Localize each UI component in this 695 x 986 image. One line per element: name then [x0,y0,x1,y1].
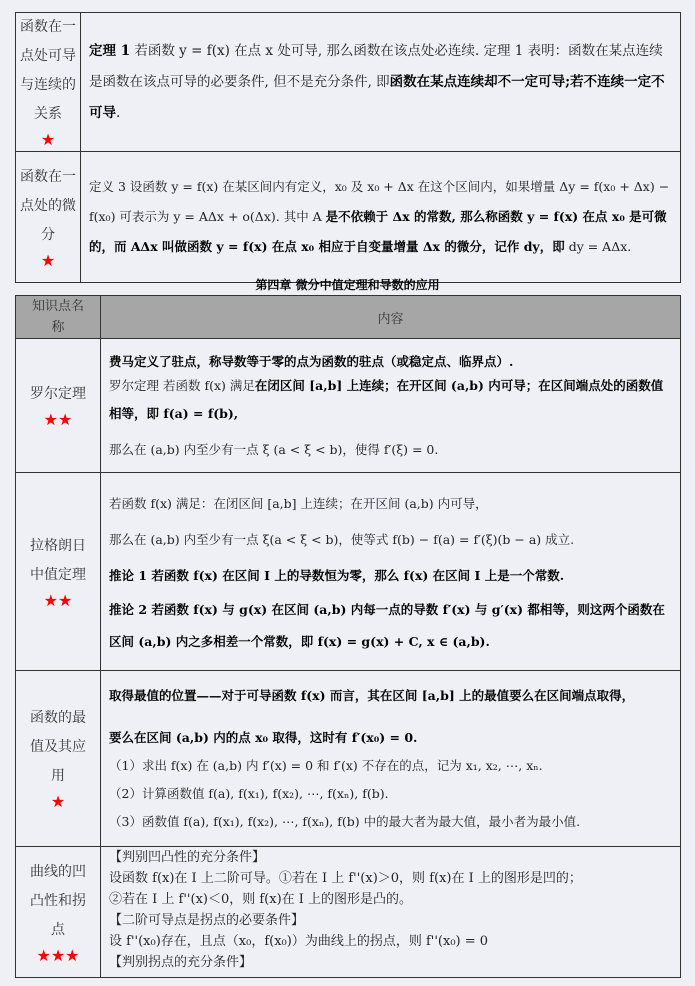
text: 费马定义了驻点，称导数等于零的点为函数的驻点（或稳定点、临界点）. [109,353,514,369]
text: 那么在 (a,b) 内至少有一点 ξ(a < ξ < b)，使等式 f(b) − f(a) = f′(ξ)(b − a) 成立. [109,531,575,547]
content-cell [101,339,681,473]
star-rating: ★★★ [36,945,80,965]
table-row [16,847,681,978]
text: 那么在 (a,b) 内至少有一点 ξ (a < ξ < b)，使得 f′(ξ) = 0. [109,441,439,457]
table-row [16,671,681,847]
text: 取得最值的位置——对于可导函数 f(x) 而言，其在区间 [a,b] 上的最值要么在区间端点取得， [109,687,635,703]
content-cell [101,473,681,671]
star-rating: ★★ [43,410,73,429]
corollary-1: 推论 1 若函数 f(x) 在区间 I 上的导数恒为零，那么 f(x) 在区间 I 上是一个常数. [109,567,565,583]
text: dy = AΔx. [568,239,632,254]
text: 要么在区间 (a,b) 内的点 x₀ 取得，这时有 f′(x₀) = 0. [109,729,418,745]
text: 设 f''(x₀)存在，且点（x₀，f(x₀)）为曲线上的拐点，则 f''(x₀) = 0 [109,934,489,949]
chapter-title: 第四章 微分中值定理和导数的应用 [255,278,440,292]
star-rating: ★ [40,250,56,270]
table-row [16,13,681,152]
row-name-cell [16,847,101,978]
star-rating: ★ [50,792,66,811]
row-name: 拉格朗日中值定理 [30,537,86,583]
text: 【二阶可导点是拐点的必要条件】 [109,913,305,928]
row-name: 曲线的凹凸性和拐点 [30,863,86,938]
table-top [15,12,681,283]
table-header [16,296,681,339]
text: 若函数 y = f(x) 在点 x 处可导, 那么函数在该点处必连续. 定理 1 表明：函数在某点连续是函数在该点可导的必要条件, 但不是充分条件, 即 [89,42,663,90]
header-content: 内容 [101,296,681,339]
text: （3）函数值 f(a), f(x₁), f(x₂), ⋯, f(xₙ), f(b) 中的最大者为最大值，最小者为最小值. [109,813,581,829]
text: 【判别拐点的充分条件】 [109,955,253,970]
bold-text: 在闭区间 [a,b] 上连续；在开区间 (a,b) 内可导；在区间端点处的函数值相等，即 f(a) = f(b), [109,377,664,421]
row-name-cell [16,339,101,473]
table-chapter4 [15,295,681,978]
bold-text: 函数在某点连续却不一定可导;若不连续一定不可导 [89,73,665,121]
content-cell [101,671,681,847]
text: . [116,104,121,121]
table-row [16,473,681,671]
text: ②若在 I 上 f''(x)＜0，则 f(x)在 I 上的图形是凸的。 [109,892,413,907]
text: 设函数 f(x)在 I 上二阶可导。①若在 I 上 f''(x)＞0，则 f(x)在 I 上的图形是凹的； [109,871,582,886]
text: 【判别凹凸性的充分条件】 [109,850,266,865]
row-name: 罗尔定理 [30,386,86,402]
row-name: 函数在一点处可导与连续的关系 [20,19,76,122]
row-name-cell [16,13,81,152]
table-row [16,339,681,473]
table-row [16,152,681,283]
text: 罗尔定理 若函数 f(x) 满足 [109,377,255,393]
row-name: 函数在一点处的微分 [20,168,76,243]
bold-text: 是不依赖于 Δx 的常数, 那么称函数 y = f(x) 在点 x₀ 是可微的，而 AΔx 叫做函数 y = f(x) 在点 x₀ 相应于自变量增量 Δx 的微分，记作 dy，即 [89,209,667,254]
content-cell [101,847,681,978]
text: 定义 3 设函数 y = f(x) 在某区间内有定义，x₀ 及 x₀ + Δx 在这个区间内，如果增量 Δy = f(x₀ + Δx) − f(x₀) 可表示为 y = AΔx + o(Δx). 其中 A [89,179,670,224]
theorem-label: 定理 1 [89,42,131,59]
row-name-cell [16,473,101,671]
text: 若函数 f(x) 满足：在闭区间 [a,b] 上连续；在开区间 (a,b) 内可导， [109,495,488,511]
content-cell [81,13,681,152]
row-name-cell [16,671,101,847]
row-name-cell [16,152,81,283]
header-name: 知识点名称 [16,296,101,339]
content-cell [81,152,681,283]
star-rating: ★ [40,130,56,149]
corollary-2: 推论 2 若函数 f(x) 与 g(x) 在区间 (a,b) 内每一点的导数 f′(x) 与 g′(x) 都相等，则这两个函数在区间 (a,b) 内之多相差一个常数，即 f(x) = g(x) + C, x ∈ (a,b). [109,601,665,649]
text: （2）计算函数值 f(a), f(x₁), f(x₂), ⋯, f(xₙ), f(b). [109,785,389,801]
row-name: 函数的最值及其应用 [30,710,86,784]
text: （1）求出 f(x) 在 (a,b) 内 f′(x) = 0 和 f′(x) 不存在的点，记为 x₁, x₂, ⋯, xₙ. [109,757,543,773]
star-rating: ★★ [43,590,73,610]
